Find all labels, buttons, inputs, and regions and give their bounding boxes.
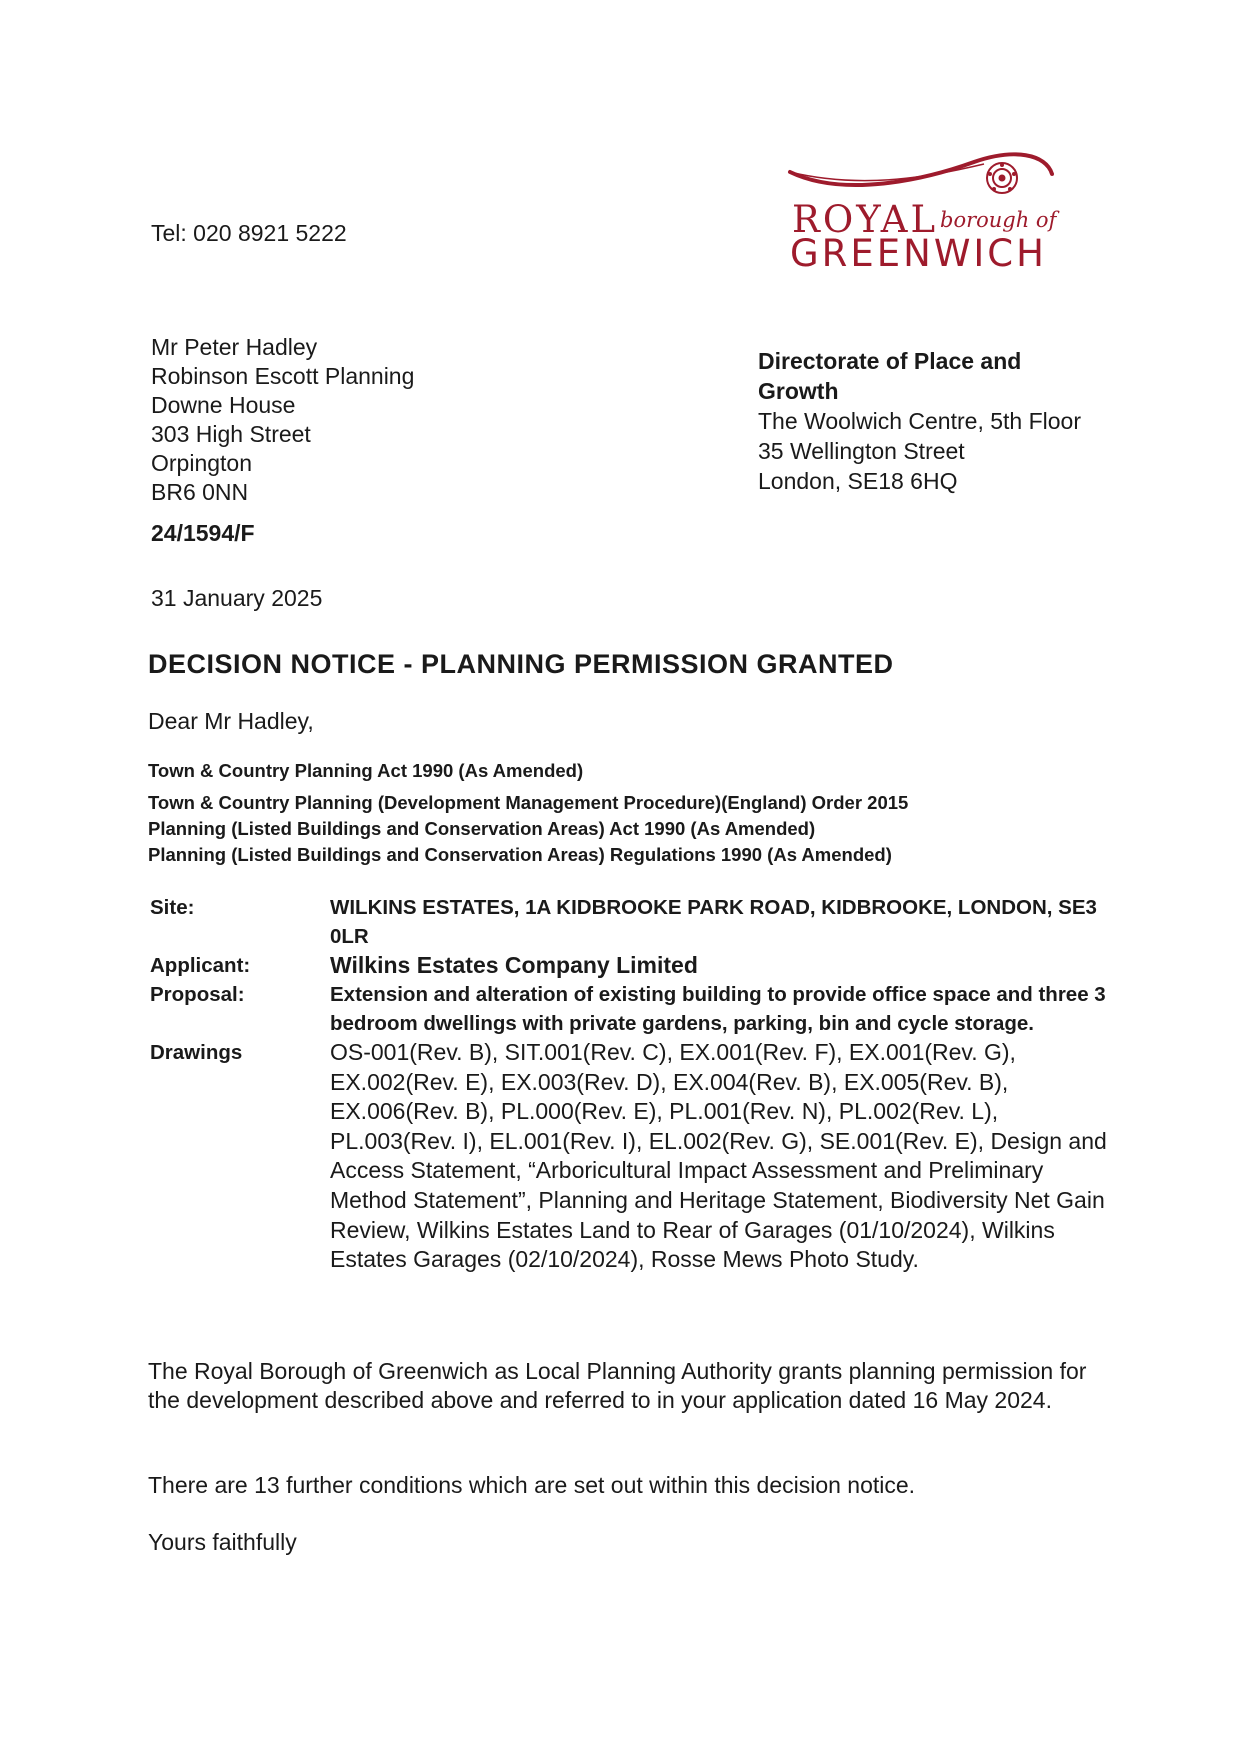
drawings-label: Drawings [150,1041,243,1064]
site-row [150,893,1110,951]
logo-greenwich-text: GREENWICH [790,232,1047,275]
recipient-line: Orpington [151,450,253,476]
directorate-address-line: The Woolwich Centre, 5th Floor [758,408,1081,434]
site-label: Site: [150,896,195,919]
legislation-item: Planning (Listed Buildings and Conservation Areas) Regulations 1990 (As Amended) [148,844,892,865]
greeting: Dear Mr Hadley, [148,708,314,734]
proposal-row [150,980,1110,1038]
recipient-line: BR6 0NN [151,479,249,505]
page-title: DECISION NOTICE - PLANNING PERMISSION GRANTED [148,649,894,679]
legislation-item: Planning (Listed Buildings and Conservation Areas) Act 1990 (As Amended) [148,818,816,839]
applicant-row [150,951,1110,980]
logo-royal-text: ROYAL [792,198,939,241]
application-details [150,893,1110,1275]
tudor-rose-icon [984,160,1020,196]
proposal-value: Extension and alteration of existing building to provide office space and three 3 bedroom dwellings with private gardens, parking, bin and cycle storage. [330,983,1106,1035]
council-logo [784,150,1064,275]
decision-paragraph: The Royal Borough of Greenwich as Local Planning Authority grants planning permission for the development described above and referred to in your application dated 16 May 2024. [148,1358,1087,1413]
applicant-value: Wilkins Estates Company Limited [330,952,698,978]
reference-number: 24/1594/F [151,520,255,546]
recipient-line: Downe House [151,392,296,418]
applicant-label: Applicant: [150,954,251,977]
drawings-row [150,1038,1110,1275]
logo-borough-text: borough of [940,208,1057,232]
legislation-item: Town & Country Planning (Development Management Procedure)(England) Order 2015 [148,792,909,813]
directorate-title: Growth [758,378,839,404]
conditions-paragraph: There are 13 further conditions which are set out within this decision notice. [148,1472,916,1498]
letter-date: 31 January 2025 [151,585,323,611]
recipient-line: 303 High Street [151,421,311,447]
recipient-line: Mr Peter Hadley [151,334,318,360]
directorate-address-line: 35 Wellington Street [758,438,965,464]
directorate-title: Directorate of Place and [758,348,1022,374]
directorate-address [758,346,1118,496]
site-value: WILKINS ESTATES, 1A KIDBROOKE PARK ROAD, KIDBROOKE, LONDON, SE3 0LR [330,896,1097,948]
recipient-line: Robinson Escott Planning [151,363,415,389]
legislation-list [148,760,908,868]
recipient-address [151,333,414,507]
legislation-item: Town & Country Planning Act 1990 (As Amended) [148,760,584,781]
telephone-number: Tel: 020 8921 5222 [151,220,347,246]
proposal-label: Proposal: [150,983,245,1006]
closing-salutation: Yours faithfully [148,1529,297,1555]
directorate-address-line: London, SE18 6HQ [758,468,958,494]
drawings-value: OS-001(Rev. B), SIT.001(Rev. C), EX.001(Rev. F), EX.001(Rev. G), EX.002(Rev. E), EX.003(Rev. D), EX.004(Rev. B), EX.005(Rev. B), EX.006(Rev. B), PL.000(Rev. E), PL.001(Rev. N), PL.002(Rev. L), PL.003(Rev. I), EL.001(Rev. I), EL.002(Rev. G), SE.001(Rev. E), Design and Access Statement, “Arboricultural Impact Assessment and Preliminary Method Statement”, Planning and Heritage Statement, Biodiversity Net Gain Review, Wilkins Estates Land to Rear of Garages (01/10/2024), Wilkins Estates Garages (02/10/2024), Rosse Mews Photo Study. [330,1039,1107,1273]
